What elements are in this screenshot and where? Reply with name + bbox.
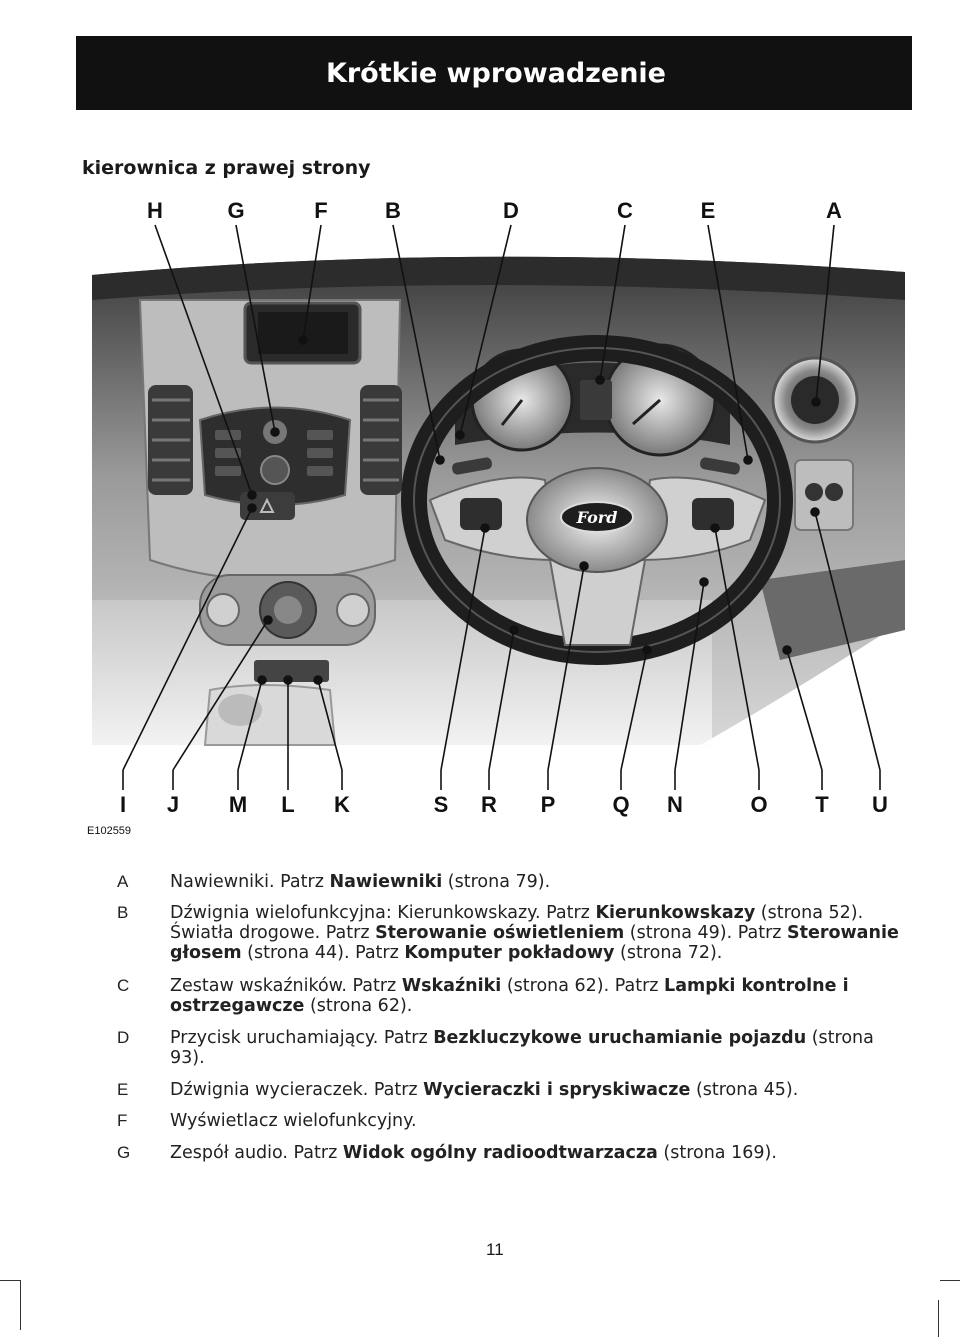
legend-item-g — [170, 1143, 905, 1163]
callout-s: S — [433, 792, 449, 817]
legend-reference: Sterowanie głosem — [170, 923, 899, 963]
callout-c: C — [617, 198, 633, 223]
legend-text: Zespół audio. Patrz — [170, 1143, 343, 1163]
callout-j: J — [166, 792, 180, 817]
legend-text: (strona 49). Patrz — [624, 923, 788, 943]
callout-h: H — [147, 198, 163, 223]
legend-text: (strona 169). — [657, 1143, 777, 1163]
climate-control — [200, 575, 375, 645]
callout-d: D — [503, 198, 519, 223]
legend-item-e — [170, 1080, 905, 1100]
legend-text: Wyświetlacz wielofunkcyjny. — [170, 1111, 417, 1131]
left-vent — [148, 385, 193, 495]
callout-k: K — [334, 792, 350, 817]
callout-r: R — [481, 792, 497, 817]
right-switch-panel — [795, 460, 853, 530]
legend-reference: Sterowanie oświetleniem — [375, 923, 625, 943]
legend-letter: C — [117, 976, 130, 995]
legend-reference: Wskaźniki — [401, 976, 502, 996]
legend-item-a — [170, 872, 905, 892]
legend-letter: F — [117, 1111, 128, 1130]
legend-text: (strona 45). — [690, 1080, 799, 1100]
legend-reference: Komputer pokładowy — [404, 943, 615, 963]
legend-text: Przycisk uruchamiający. Patrz — [170, 1028, 434, 1048]
callout-i: I — [119, 792, 127, 817]
legend-reference: Lampki kontrolne i ostrzegawcze — [170, 976, 849, 1016]
legend-text: Dźwignia wielofunkcyjna: Kierunkowskazy. Patrz — [170, 903, 596, 923]
legend-text: (strona 93). — [170, 1028, 874, 1068]
legend-reference: Wycieraczki i spryskiwacze — [423, 1080, 691, 1100]
legend-reference: Widok ogólny radioodtwarzacza — [342, 1143, 658, 1163]
legend-text: (strona 72). — [614, 943, 723, 963]
callout-p: P — [540, 792, 556, 817]
audio-unit — [200, 408, 350, 506]
crop-mark — [938, 1300, 939, 1337]
callout-b: B — [385, 198, 401, 223]
callout-f: F — [314, 198, 328, 223]
callout-e: E — [700, 198, 716, 223]
section-subtitle: kierownica z prawej strony — [82, 157, 371, 179]
legend-letter: E — [117, 1080, 129, 1099]
legend-letter: A — [117, 872, 129, 891]
callout-n: N — [667, 792, 683, 817]
legend-text: Dźwignia wycieraczek. Patrz — [170, 1080, 424, 1100]
legend-text: (strona 62). Patrz — [501, 976, 665, 996]
callout-l: L — [281, 792, 295, 817]
legend-item-c — [170, 976, 905, 1016]
page-number: 11 — [486, 1240, 504, 1259]
crop-mark — [940, 1280, 960, 1281]
callout-t: T — [815, 792, 829, 817]
legend-item-f — [170, 1111, 905, 1131]
legend-text: (strona 44). Patrz — [241, 943, 405, 963]
legend-text: (strona 62). — [304, 996, 413, 1016]
legend-text: Nawiewniki. Patrz — [170, 872, 330, 892]
legend-letter: B — [117, 903, 129, 922]
legend-item-d — [170, 1028, 905, 1068]
callout-o: O — [750, 792, 768, 817]
legend-text: (strona 79). — [442, 872, 551, 892]
ford-logo-text: Ford — [576, 508, 618, 527]
center-right-vent — [360, 385, 402, 495]
crop-mark — [20, 1280, 21, 1330]
legend-letter: D — [117, 1028, 130, 1047]
legend-reference: Bezkluczykowe uruchamianie pojazdu — [433, 1028, 807, 1048]
legend-reference: Kierunkowskazy — [595, 903, 756, 923]
crop-mark — [0, 1280, 20, 1281]
callout-g: G — [227, 198, 245, 223]
legend-item-b — [170, 903, 905, 963]
legend-reference: Nawiewniki — [329, 872, 443, 892]
legend-text: Zestaw wskaźników. Patrz — [170, 976, 402, 996]
cluster-center-display — [580, 380, 612, 420]
callout-q: Q — [612, 792, 630, 817]
callout-a: A — [826, 198, 842, 223]
callout-u: U — [872, 792, 888, 817]
legend-text: (strona 52). Światła drogowe. Patrz — [170, 903, 864, 943]
legend-letter: G — [117, 1143, 131, 1162]
callout-m: M — [228, 792, 248, 817]
page-title: Krótkie wprowadzenie — [325, 58, 666, 89]
figure-id: E102559 — [87, 825, 132, 837]
